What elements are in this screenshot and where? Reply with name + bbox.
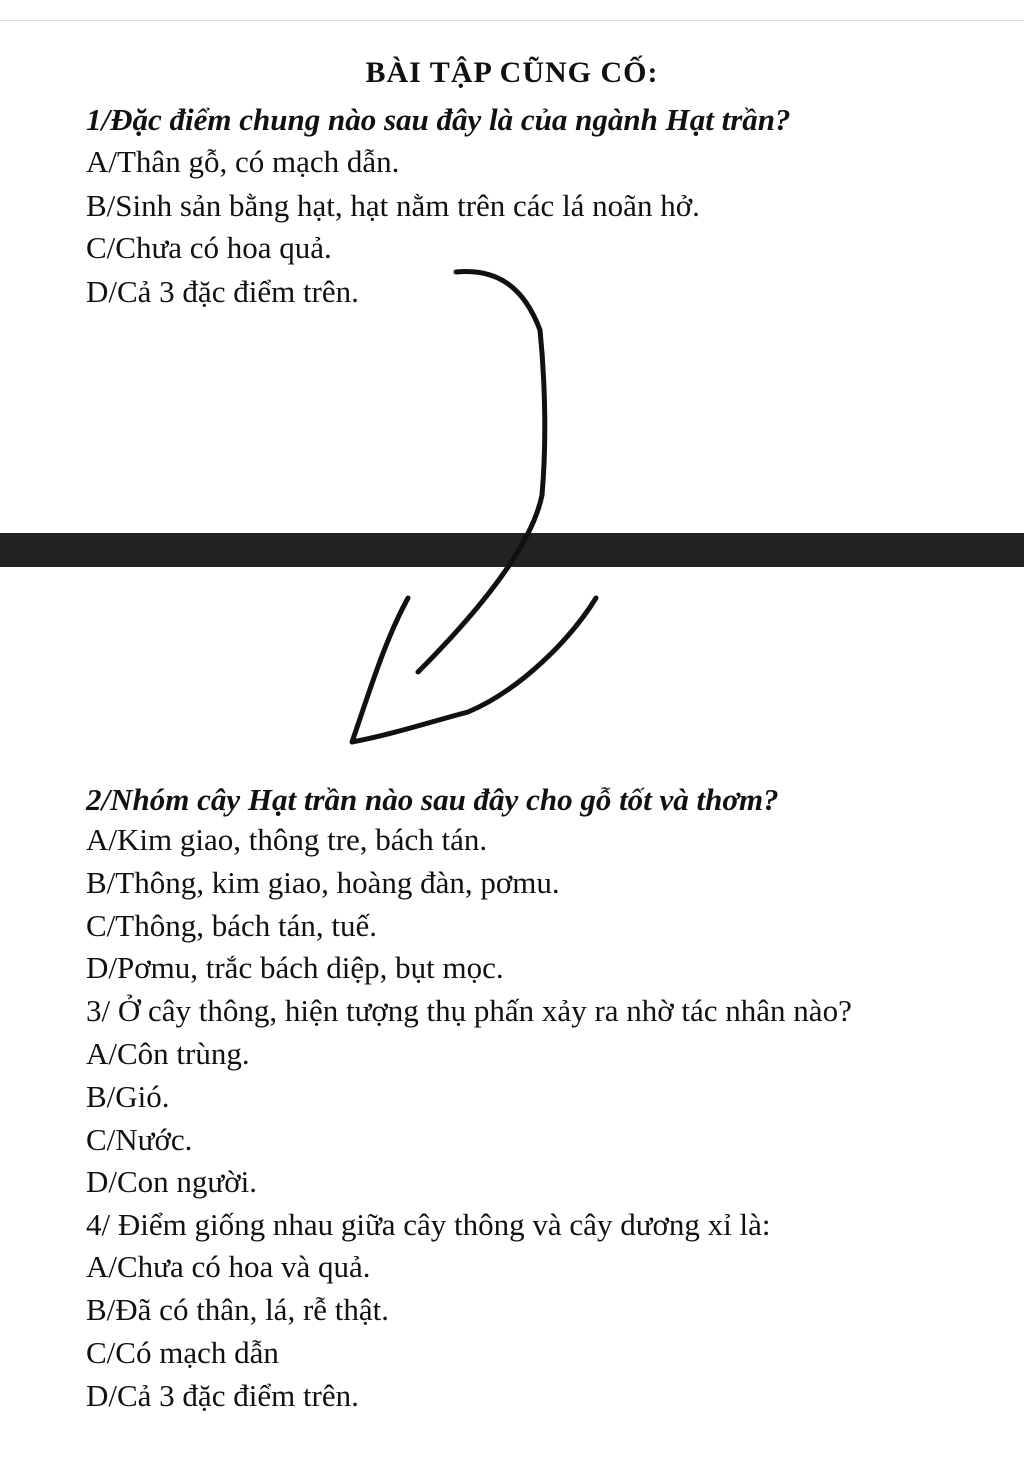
question-3-option-a: A/Côn trùng. xyxy=(86,1036,250,1071)
page-title: BÀI TẬP CŨNG CỐ: xyxy=(365,56,659,89)
top-rule xyxy=(0,20,1024,21)
question-4-option-d: D/Cả 3 đặc điểm trên. xyxy=(86,1378,359,1413)
question-4-option-c: C/Có mạch dẫn xyxy=(86,1335,279,1370)
question-3-text: 3/ Ở cây thông, hiện tượng thụ phấn xảy ra nhờ tác nhân nào? xyxy=(86,993,852,1028)
question-1-option-d: D/Cả 3 đặc điểm trên. xyxy=(86,274,359,309)
question-3-option-b: B/Gió. xyxy=(86,1079,170,1114)
question-4-option-b: B/Đã có thân, lá, rễ thật. xyxy=(86,1292,390,1327)
question-1-option-a: A/Thân gỗ, có mạch dẫn. xyxy=(86,144,400,179)
question-1-text: 1/Đặc điểm chung nào sau đây là của ngành Hạt trần? xyxy=(86,102,791,137)
question-2-option-a: A/Kim giao, thông tre, bách tán. xyxy=(86,822,488,857)
question-2-text: 2/Nhóm cây Hạt trần nào sau đây cho gỗ tốt và thơm? xyxy=(86,782,779,817)
question-4-text: 4/ Điểm giống nhau giữa cây thông và cây dương xỉ là: xyxy=(86,1207,771,1242)
question-3-option-c: C/Nước. xyxy=(86,1122,193,1157)
question-2-option-b: B/Thông, kim giao, hoàng đàn, pơmu. xyxy=(86,865,560,900)
question-1-option-c: C/Chưa có hoa quả. xyxy=(86,230,332,265)
question-3-option-d: D/Con người. xyxy=(86,1164,257,1199)
question-2-option-c: C/Thông, bách tán, tuế. xyxy=(86,908,377,943)
divider-bar xyxy=(0,533,1024,567)
question-2-option-d: D/Pơmu, trắc bách diệp, bụt mọc. xyxy=(86,950,504,985)
question-4-option-a: A/Chưa có hoa và quả. xyxy=(86,1249,371,1284)
question-1-option-b: B/Sinh sản bằng hạt, hạt nằm trên các lá noãn hở. xyxy=(86,188,700,223)
